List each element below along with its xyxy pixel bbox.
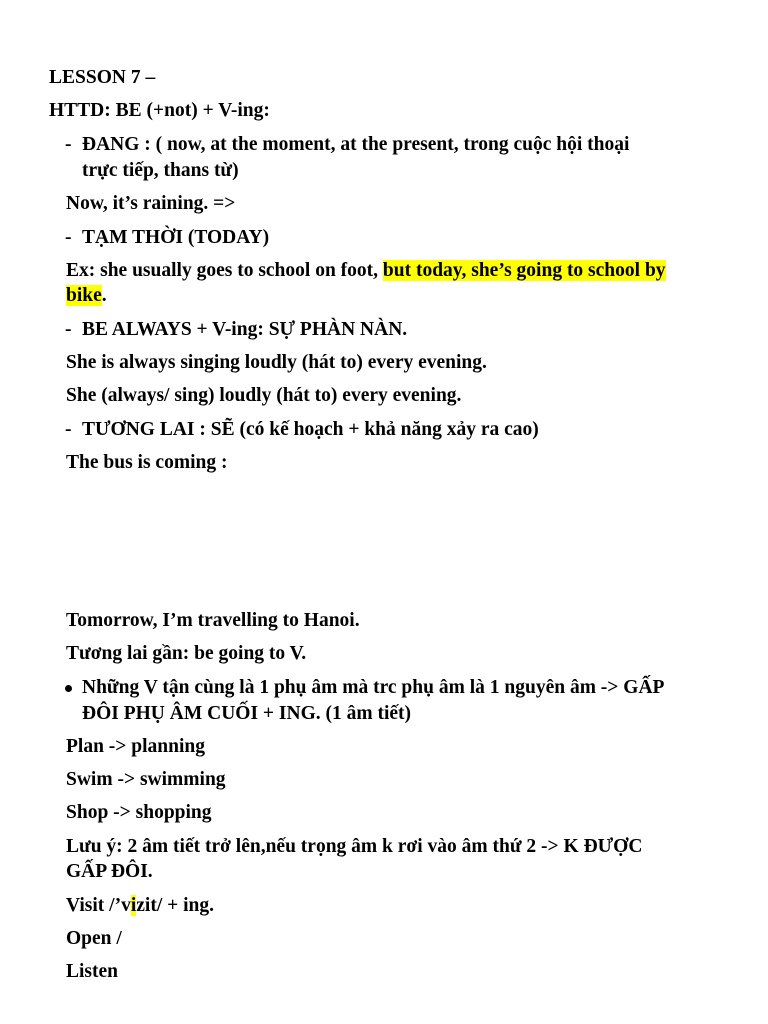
example-line: Listen [66,961,119,982]
dash-marker: - [65,134,72,155]
example-line-continuation [66,284,107,308]
example-line: Tomorrow, I’m travelling to Hanoi. [66,610,360,631]
bullet-item: Những V tận cùng là 1 phụ âm mà trc phụ âm là 1 nguyên âm -> GẤP [82,677,665,698]
text-run: Visit /’v [66,895,131,916]
lesson-title: LESSON 7 – [49,67,156,88]
highlighted-text: bike [66,285,102,306]
example-line: Shop -> shopping [66,802,212,823]
example-line: Now, it’s raining. => [66,193,236,214]
list-item: ĐANG : ( now, at the moment, at the present, trong cuộc hội thoại [82,134,630,155]
note-line-continuation: GẤP ĐÔI. [66,861,153,882]
example-line [66,894,214,918]
example-line: The bus is coming : [66,452,228,473]
section-heading: HTTD: BE (+not) + V-ing: [49,100,270,121]
text-run: zit/ + ing. [136,895,214,916]
highlighted-text: i [130,895,137,916]
text-run: . [101,285,107,306]
bullet-icon [65,685,72,692]
example-line: She is always singing loudly (hát to) every evening. [66,352,487,373]
list-item: TƯƠNG LAI : SẼ (có kế hoạch + khả năng xảy ra cao) [82,419,539,440]
example-line: Plan -> planning [66,736,205,757]
dash-marker: - [65,319,72,340]
note-line: Lưu ý: 2 âm tiết trở lên,nếu trọng âm k rơi vào âm thứ 2 -> K ĐƯỢC [66,836,643,857]
dash-marker: - [65,227,72,248]
bullet-item-continuation: ĐÔI PHỤ ÂM CUỐI + ING. (1 âm tiết) [82,703,412,724]
list-item: TẠM THỜI (TODAY) [82,227,270,248]
list-item: BE ALWAYS + V-ing: SỰ PHÀN NÀN. [82,319,408,340]
example-line: Tương lai gần: be going to V. [66,643,307,664]
example-line [66,259,666,283]
dash-marker: - [65,419,72,440]
example-line: Swim -> swimming [66,769,226,790]
example-line: She (always/ sing) loudly (hát to) every evening. [66,385,462,406]
example-line: Open / [66,928,122,949]
highlighted-text: but today, she’s going to school by [382,260,666,281]
list-item-continuation: trực tiếp, thans từ) [82,160,239,181]
text-run: Ex: she usually goes to school on foot, [66,260,383,281]
